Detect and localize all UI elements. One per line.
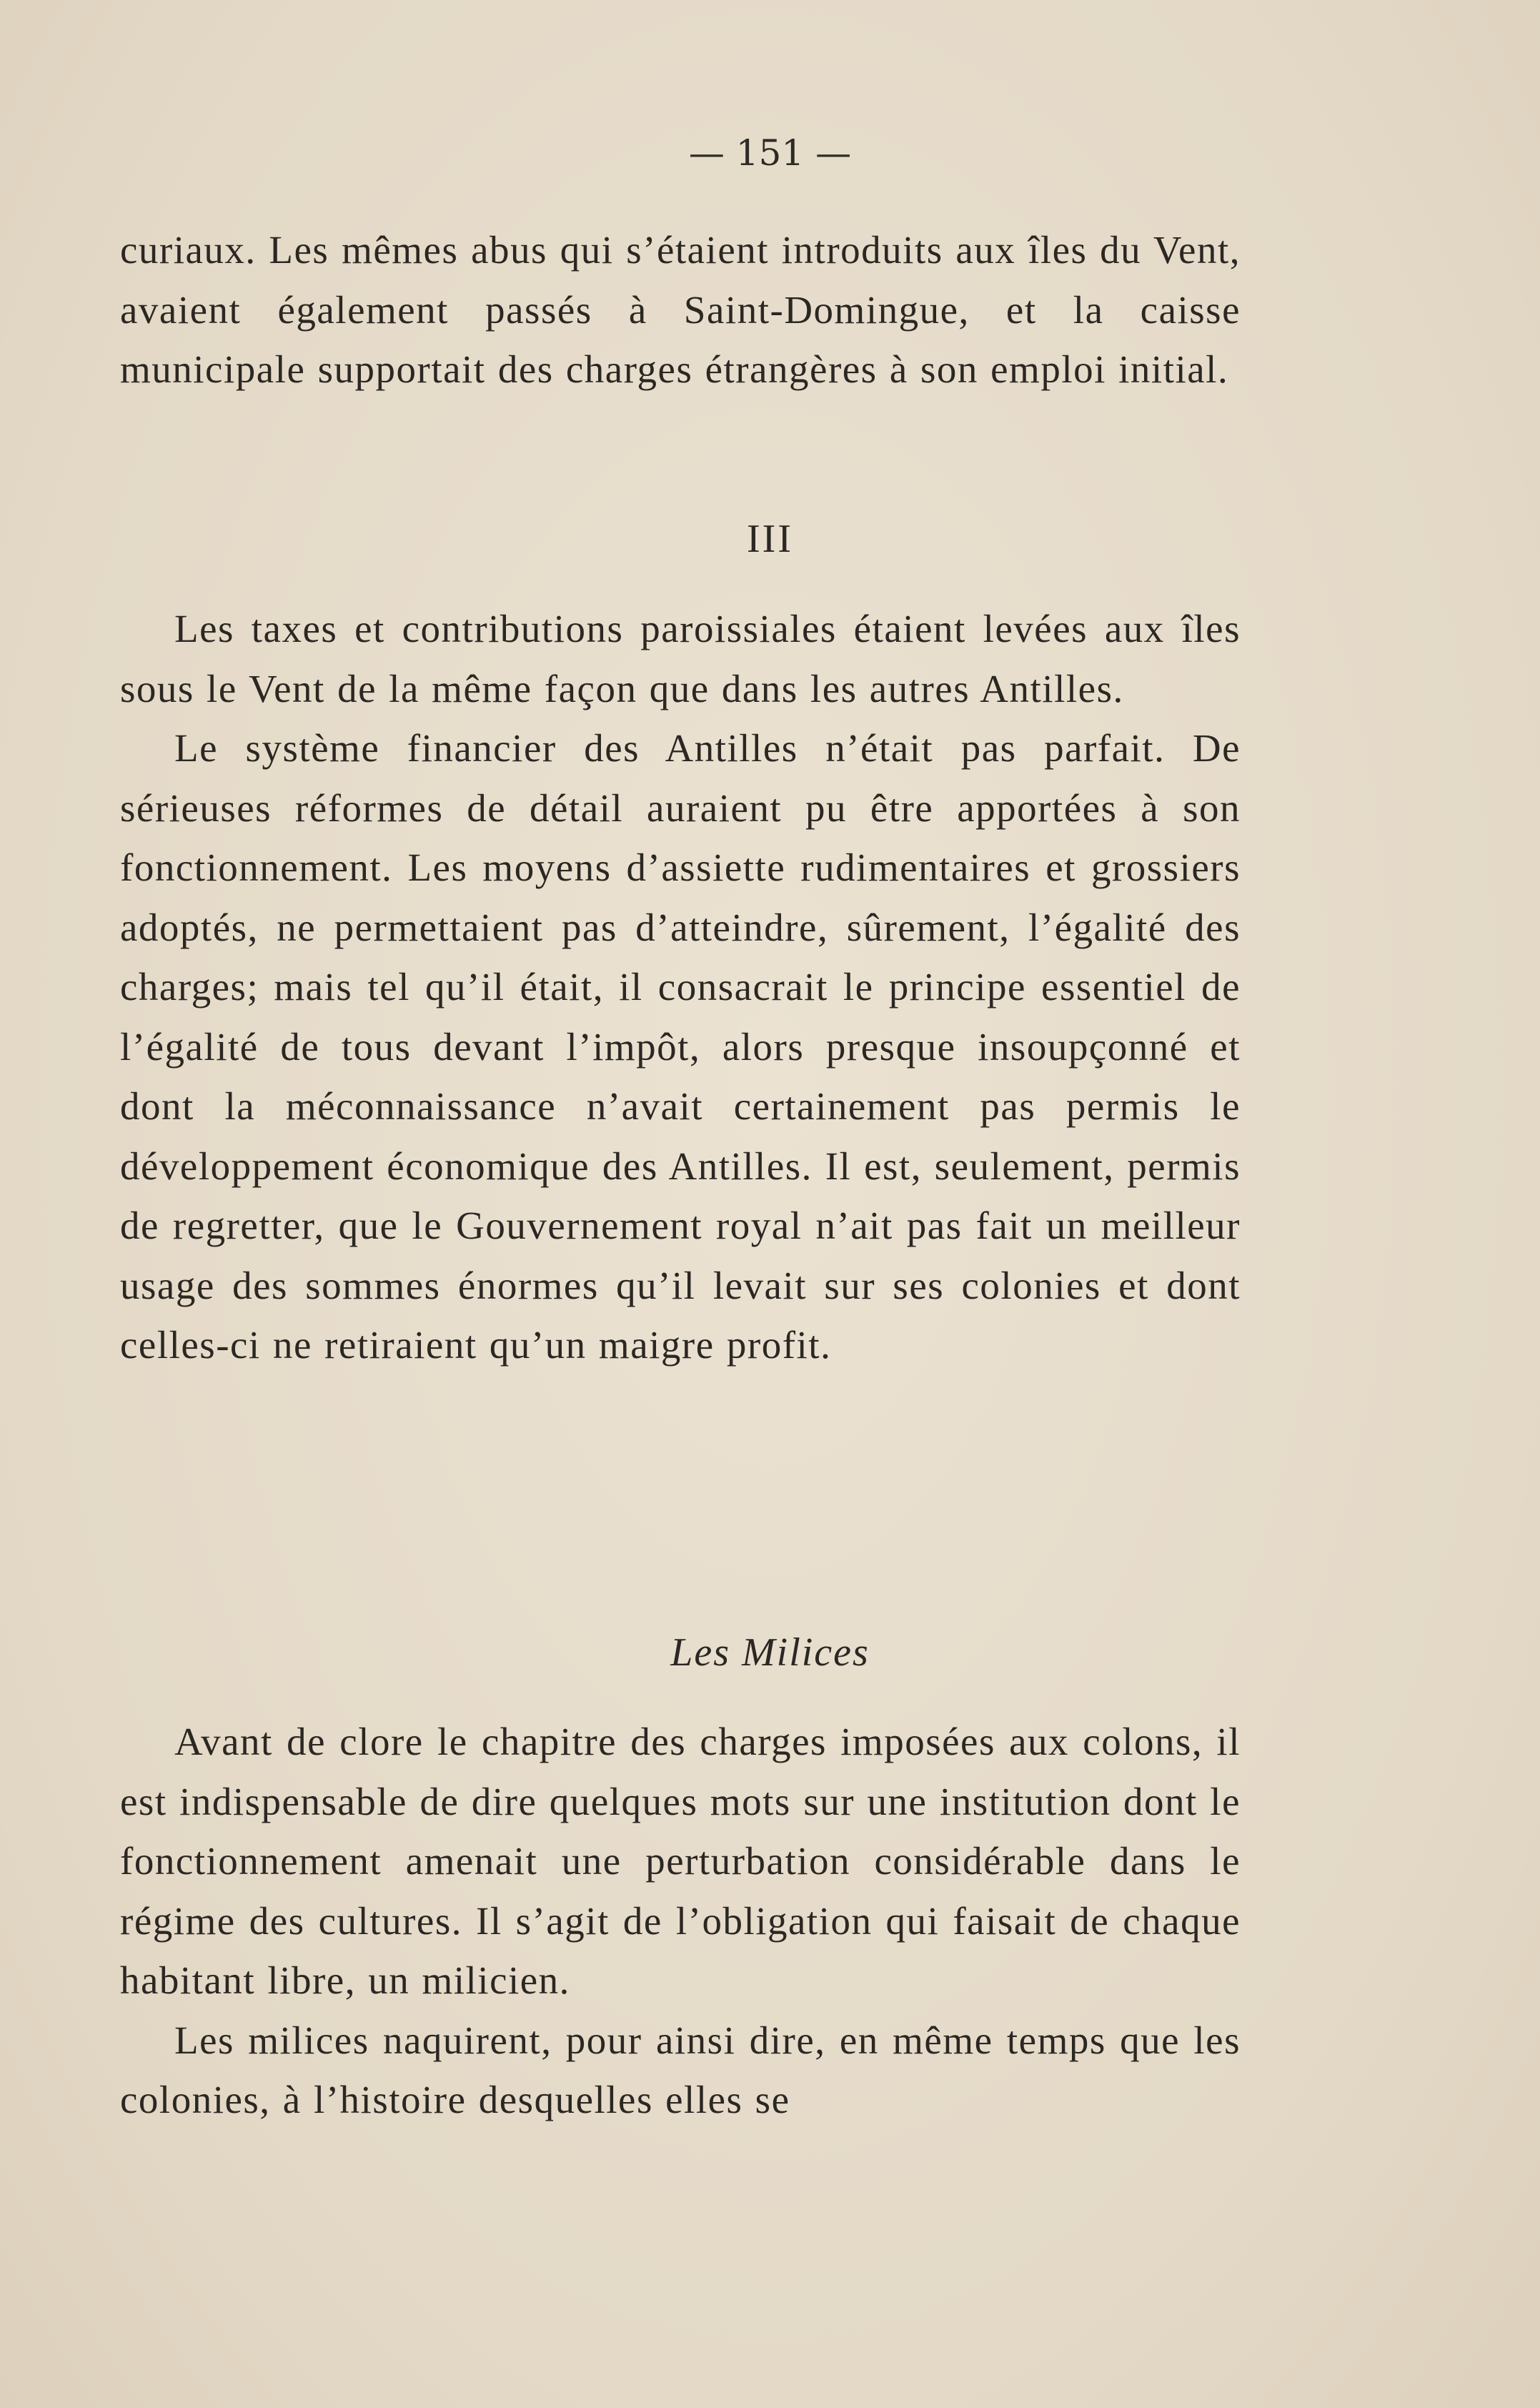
section-text bbox=[120, 599, 1241, 1375]
paragraph: curiaux. Les mêmes abus qui s’étaient introduits aux îles du Vent, avaient également passés à Saint-Domingue, et la caisse municipale supportait des charges étrangères à son emploi initial. bbox=[120, 228, 1241, 391]
subsection-heading: Les Milices bbox=[670, 1630, 870, 1675]
paragraph: Le système financier des Antilles n’était pas parfait. De sérieuses réformes de détail auraient pu être apportées à son fonctionnement. Les moyens d’assiette rudimentaires et grossiers adoptés, ne permettaient pas d’atteindre, sûrement, l’égalité des charges; mais tel qu’il était, il consacrait le principe essentiel de l’égalité de tous devant l’impôt, alors presque insoupçonné et dont la méconnaissance n’avait certainement pas permis le développement économique des Antilles. Il est, seulement, permis de regretter, que le Gouvernement royal n’ait pas fait un meilleur usage des sommes énormes qu’il levait sur ses colonies et dont celles-ci ne retiraient qu’un maigre profit. bbox=[120, 726, 1241, 1367]
subsection-text bbox=[120, 1712, 1241, 2130]
section-heading: III bbox=[747, 517, 793, 561]
paragraph: Les taxes et contributions paroissiales étaient levées aux îles sous le Vent de la même façon que dans les autres Antilles. bbox=[120, 607, 1241, 710]
paragraph: Avant de clore le chapitre des charges imposées aux colons, il est indispensable de dire quelques mots sur une institution dont le fonctionnement amenait une perturbation considérable dans le régime des cultures. Il s’agit de l’obligation qui faisait de chaque habitant libre, un milicien. bbox=[120, 1720, 1241, 2002]
intro-text bbox=[120, 220, 1241, 400]
paragraph: Les milices naquirent, pour ainsi dire, en même temps que les colonies, à l’histoire desquelles elles se bbox=[120, 2018, 1241, 2121]
page-number: — 151 — bbox=[688, 132, 852, 174]
